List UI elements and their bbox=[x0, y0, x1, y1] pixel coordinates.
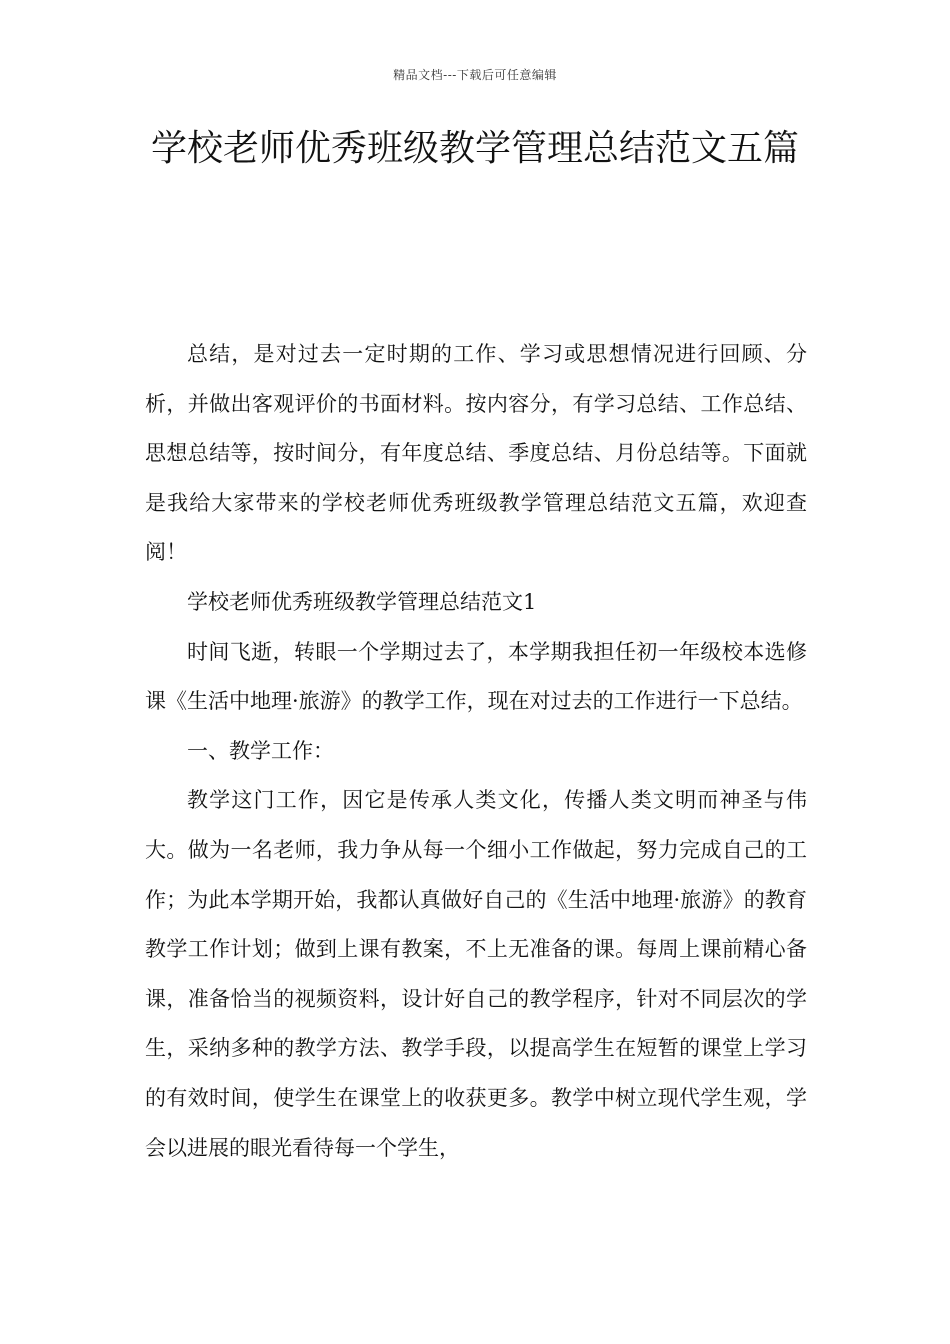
document-body bbox=[145, 330, 807, 1173]
body-paragraph: 教学这门工作，因它是传承人类文化，传播人类文明而神圣与伟大。做为一名老师，我力争从每一个细小工作做起，努力完成自己的工作；为此本学期开始，我都认真做好自己的《生活中地理·旅游》的教育教学工作计划；做到上课有教案，不上无准备的课。每周上课前精心备课，准备恰当的视频资料，设计好自己的教学程序，针对不同层次的学生，采纳多种的教学方法、教学手段，以提高学生在短暂的课堂上学习的有效时间，使学生在课堂上的收获更多。教学中树立现代学生观，学会以进展的眼光看待每一个学生， bbox=[145, 788, 807, 1160]
document-title: 学校老师优秀班级教学管理总结范文五篇 bbox=[150, 128, 799, 169]
intro-paragraph: 总结，是对过去一定时期的工作、学习或思想情况进行回顾、分析，并做出客观评价的书面材料。按内容分，有学习总结、工作总结、思想总结等，按时间分，有年度总结、季度总结、月份总结等。下面就是我给大家带来的学校老师优秀班级教学管理总结范文五篇，欢迎查阅！ bbox=[145, 342, 807, 565]
header-note: 精品文档---下载后可任意编辑 bbox=[393, 68, 557, 82]
section-heading: 学校老师优秀班级教学管理总结范文1 bbox=[187, 589, 537, 614]
body-paragraph: 时间飞逝，转眼一个学期过去了，本学期我担任初一年级校本选修课《生活中地理·旅游》的教学工作，现在对过去的工作进行一下总结。 bbox=[145, 639, 807, 714]
subsection-heading: 一、教学工作： bbox=[187, 738, 334, 763]
